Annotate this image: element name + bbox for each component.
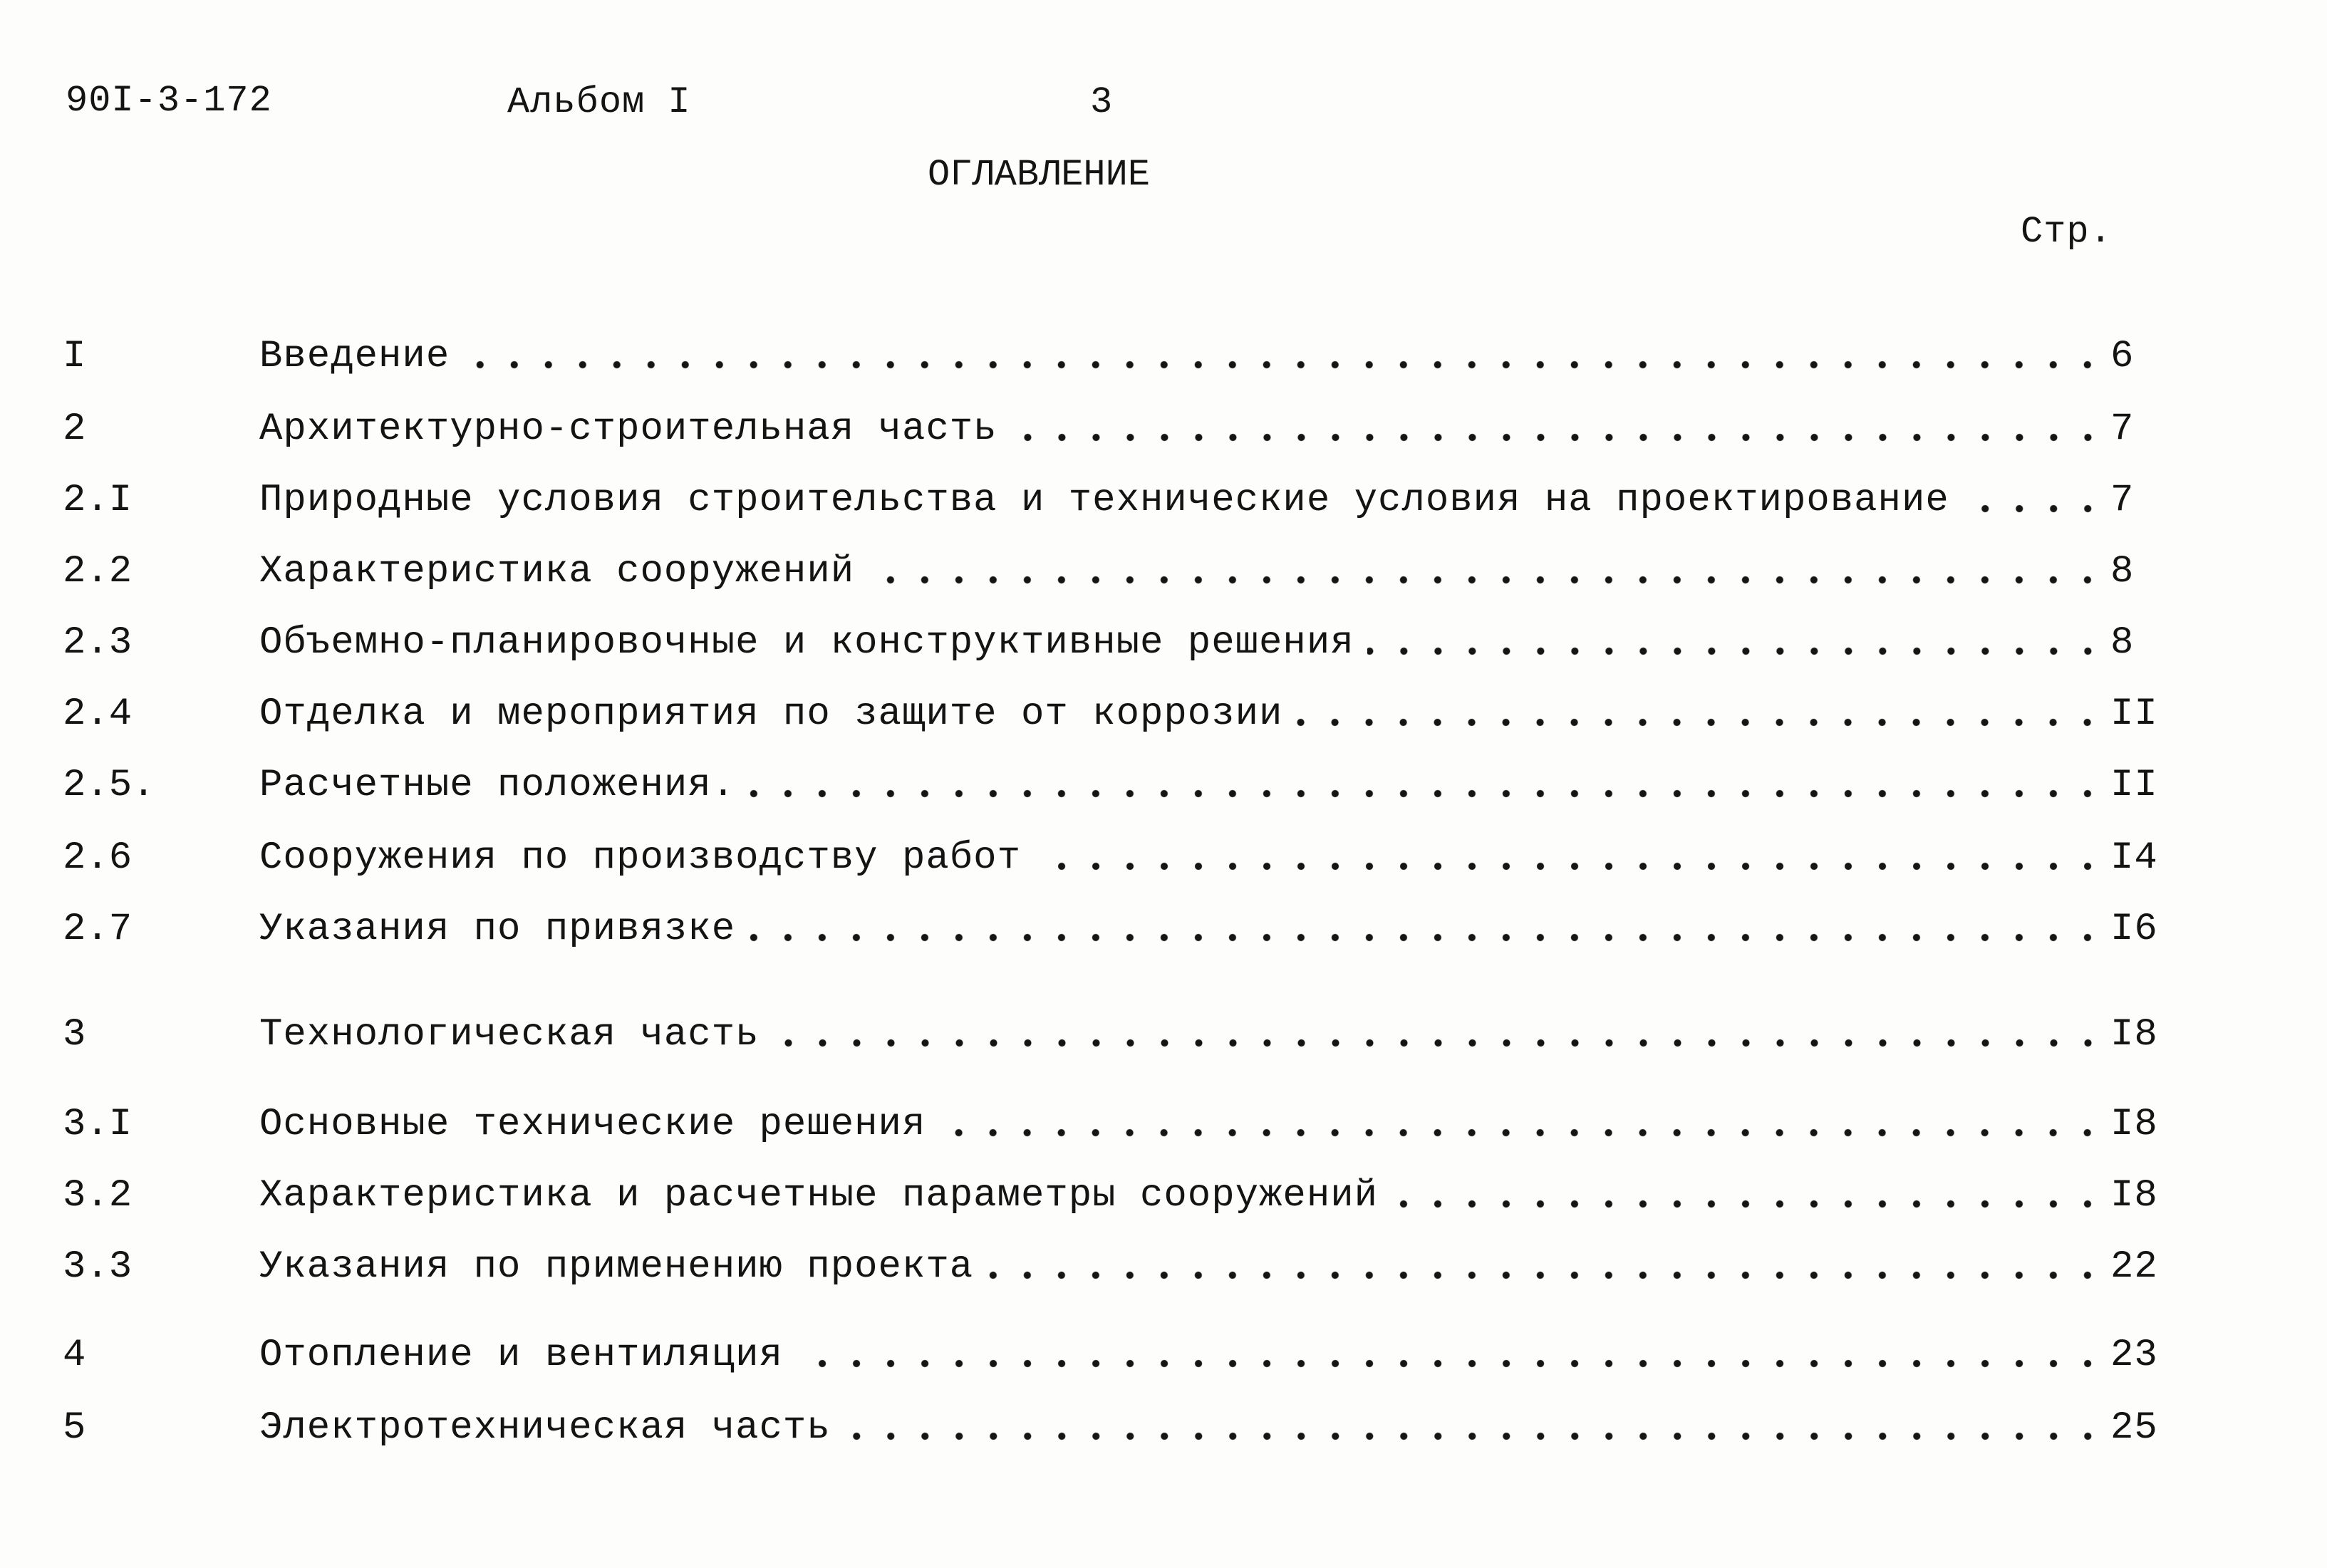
toc-entry-number: 2: [63, 407, 86, 451]
toc-entry-page: I8: [2110, 1103, 2158, 1146]
dot-leader: [986, 1271, 2105, 1279]
toc-entry-number: I: [63, 335, 86, 378]
document-code: 90I-3-172: [66, 80, 272, 122]
toc-entry-title: Характеристика сооружений: [259, 550, 855, 593]
toc-entry-page: 8: [2110, 621, 2135, 665]
dot-leader: [1295, 718, 2105, 727]
toc-entry-page: 7: [2110, 407, 2135, 451]
album-label: Альбом I: [507, 81, 691, 123]
toc-entry: [0, 1403, 2327, 1453]
toc-entry-number: 2.4: [63, 692, 133, 736]
toc-entry: [0, 547, 2327, 597]
toc-entry-title: Объемно-планировочные и конструктивные решения: [259, 621, 1354, 665]
toc-entry-number: 2.I: [63, 479, 133, 522]
toc-entry-title: Указания по привязке: [259, 908, 736, 951]
dot-leader: [938, 1128, 2105, 1137]
dot-leader: [796, 1359, 2105, 1368]
dot-leader: [748, 933, 2105, 942]
toc-entry-page: II: [2110, 764, 2158, 807]
toc-heading: ОГЛАВЛЕНИЕ: [928, 154, 1151, 196]
toc-entry-page: 7: [2110, 479, 2135, 522]
toc-entry: [0, 405, 2327, 455]
toc-entry-number: 2.7: [63, 908, 133, 951]
toc-entry-page: II: [2110, 692, 2158, 736]
toc-entry-page: 8: [2110, 550, 2135, 593]
toc-entry: [0, 1242, 2327, 1292]
toc-entry-title: Электротехническая часть: [259, 1406, 831, 1450]
toc-entry-number: 4: [63, 1334, 86, 1377]
dot-leader: [1010, 433, 2105, 442]
toc-entry-page: I8: [2110, 1174, 2158, 1217]
toc-entry: [0, 1171, 2327, 1221]
toc-entry-page: I8: [2110, 1013, 2158, 1056]
toc-entry-title: Отопление и вентиляция: [259, 1334, 783, 1377]
toc-entry-number: 2.3: [63, 621, 133, 665]
dot-leader: [844, 1432, 2105, 1440]
toc-entry-number: 2.6: [63, 836, 133, 880]
dot-leader: [1034, 862, 2105, 871]
dot-leader: [462, 360, 2105, 369]
toc-entry-page: I6: [2110, 908, 2158, 951]
dot-leader: [748, 789, 2105, 798]
dot-leader: [772, 1039, 2105, 1047]
toc-entry-title: Введение: [259, 335, 450, 378]
toc-entry-page: 22: [2110, 1245, 2158, 1289]
toc-entry-page: I4: [2110, 836, 2158, 880]
toc-entry: [0, 332, 2327, 382]
toc-entry-number: 5: [63, 1406, 86, 1450]
toc-entry-title: Сооружения по производству работ: [259, 836, 1021, 880]
toc-entry-number: 3: [63, 1013, 86, 1056]
toc-entry-page: 23: [2110, 1334, 2158, 1377]
toc-entry-number: 3.2: [63, 1174, 133, 1217]
toc-entry-title: Отделка и мероприятия по защите от коррозии: [259, 692, 1283, 736]
dot-leader: [1367, 647, 2105, 655]
toc-entry: [0, 905, 2327, 955]
toc-entry-title: Технологическая часть: [259, 1013, 760, 1056]
dot-leader: [1962, 504, 2105, 513]
toc-entry-title: Природные условия строительства и технические условия на проектирование: [259, 479, 1949, 522]
dot-leader: [867, 576, 2105, 584]
toc-entry-title: Расчетные положения.: [259, 764, 736, 807]
toc-entry: [0, 761, 2327, 811]
toc-entry-title: Основные технические решения: [259, 1103, 926, 1146]
toc-entry-number: 3.I: [63, 1103, 133, 1146]
toc-entry: [0, 476, 2327, 526]
toc-entry-number: 2.2: [63, 550, 133, 593]
page-column-label: Стр.: [2021, 211, 2113, 253]
toc-entry: [0, 834, 2327, 883]
toc-entry: [0, 690, 2327, 739]
toc-entry-title: Архитектурно-строительная часть: [259, 407, 997, 451]
toc-entry: [0, 618, 2327, 668]
toc-entry-page: 25: [2110, 1406, 2158, 1450]
toc-entry-title: Характеристика и расчетные параметры сооружений: [259, 1174, 1379, 1217]
toc-entry: [0, 1331, 2327, 1381]
dot-leader: [1391, 1200, 2105, 1208]
toc-entry: [0, 1100, 2327, 1150]
toc-entry: [0, 1010, 2327, 1060]
toc-entry-title: Указания по применению проекта: [259, 1245, 974, 1289]
page-number: 3: [1090, 81, 1114, 123]
toc-entry-number: 3.3: [63, 1245, 133, 1289]
toc-entry-page: 6: [2110, 335, 2135, 378]
toc-entry-number: 2.5.: [63, 764, 155, 807]
